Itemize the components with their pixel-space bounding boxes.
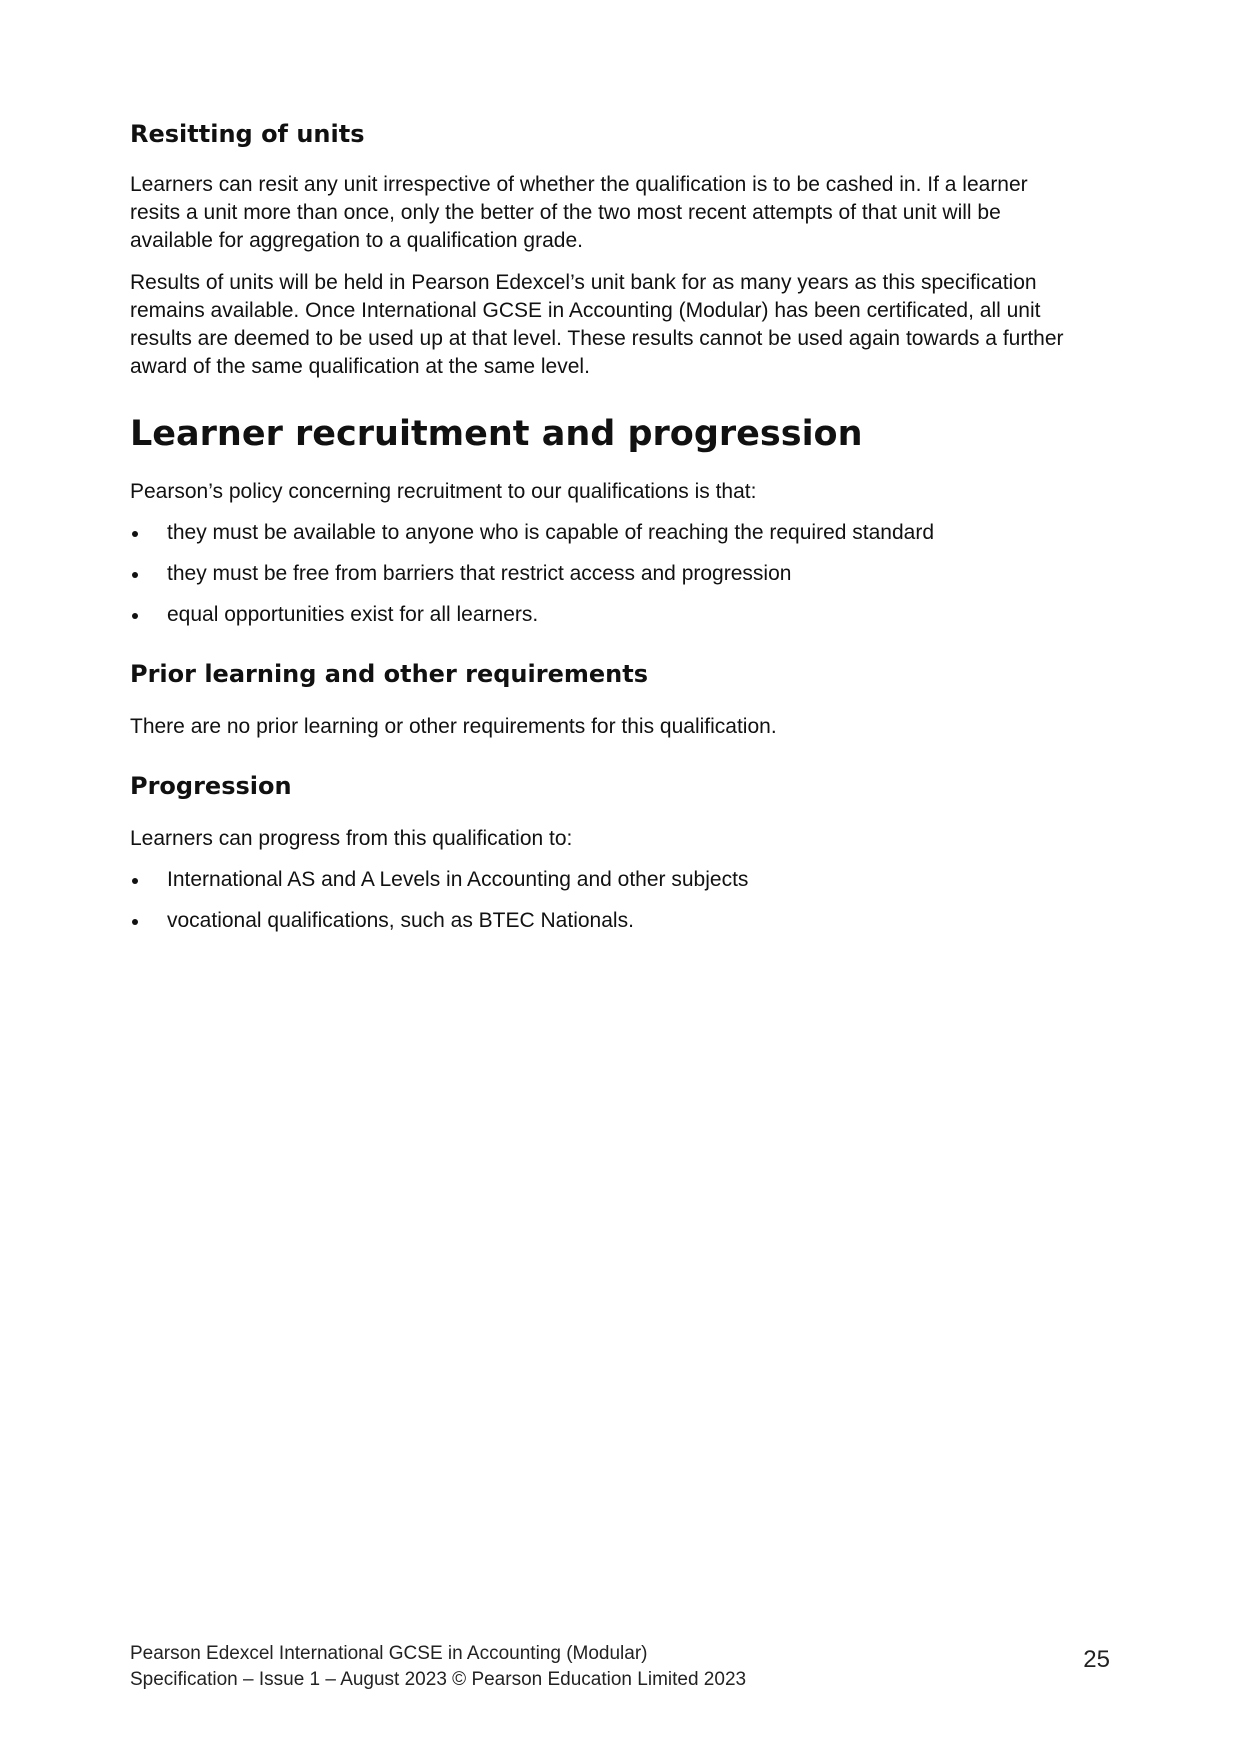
bullet-icon (132, 919, 138, 925)
progression-intro: Learners can progress from this qualification to: (130, 827, 573, 850)
bullet-icon (132, 878, 138, 884)
bullet-icon (132, 613, 138, 619)
recruitment-heading: Learner recruitment and progression (130, 414, 863, 454)
list-item: they must be free from barriers that restrict access and progression (130, 560, 1110, 588)
bullet-icon (132, 531, 138, 537)
resitting-heading: Resitting of units (130, 120, 365, 148)
footer-title: Pearson Edexcel International GCSE in Accounting (Modular) (130, 1643, 648, 1664)
resitting-paragraph-1: Learners can resit any unit irrespective of whether the qualification is to be cashed in. If a learner resits a unit more than once, only the better of the two most recent attempts of that unit will be available for aggregation to a qualification grade. (130, 173, 1028, 252)
progression-heading: Progression (130, 772, 292, 800)
list-item: vocational qualifications, such as BTEC Nationals. (130, 907, 1110, 935)
bullet-icon (132, 572, 138, 578)
page-number: 25 (1083, 1646, 1110, 1673)
progression-bullet-list (130, 866, 1110, 948)
recruitment-intro: Pearson’s policy concerning recruitment to our qualifications is that: (130, 480, 757, 503)
prior-learning-text: There are no prior learning or other requirements for this qualification. (130, 715, 777, 738)
list-item: they must be available to anyone who is capable of reaching the required standard (130, 519, 1110, 547)
prior-learning-heading: Prior learning and other requirements (130, 660, 648, 688)
recruitment-bullet-list (130, 519, 1110, 642)
resitting-paragraph-2: Results of units will be held in Pearson Edexcel’s unit bank for as many years as this specification remains available. Once International GCSE in Accounting (Modular) has been certificated, all unit results are deemed to be used up at that level. These results cannot be used again towards a further award of the same qualification at the same level. (130, 271, 1064, 378)
list-item: equal opportunities exist for all learners. (130, 601, 1110, 629)
footer-copyright: Specification – Issue 1 – August 2023 © Pearson Education Limited 2023 (130, 1669, 747, 1690)
document-page (130, 0, 1110, 1754)
list-item: International AS and A Levels in Accounting and other subjects (130, 866, 1110, 894)
